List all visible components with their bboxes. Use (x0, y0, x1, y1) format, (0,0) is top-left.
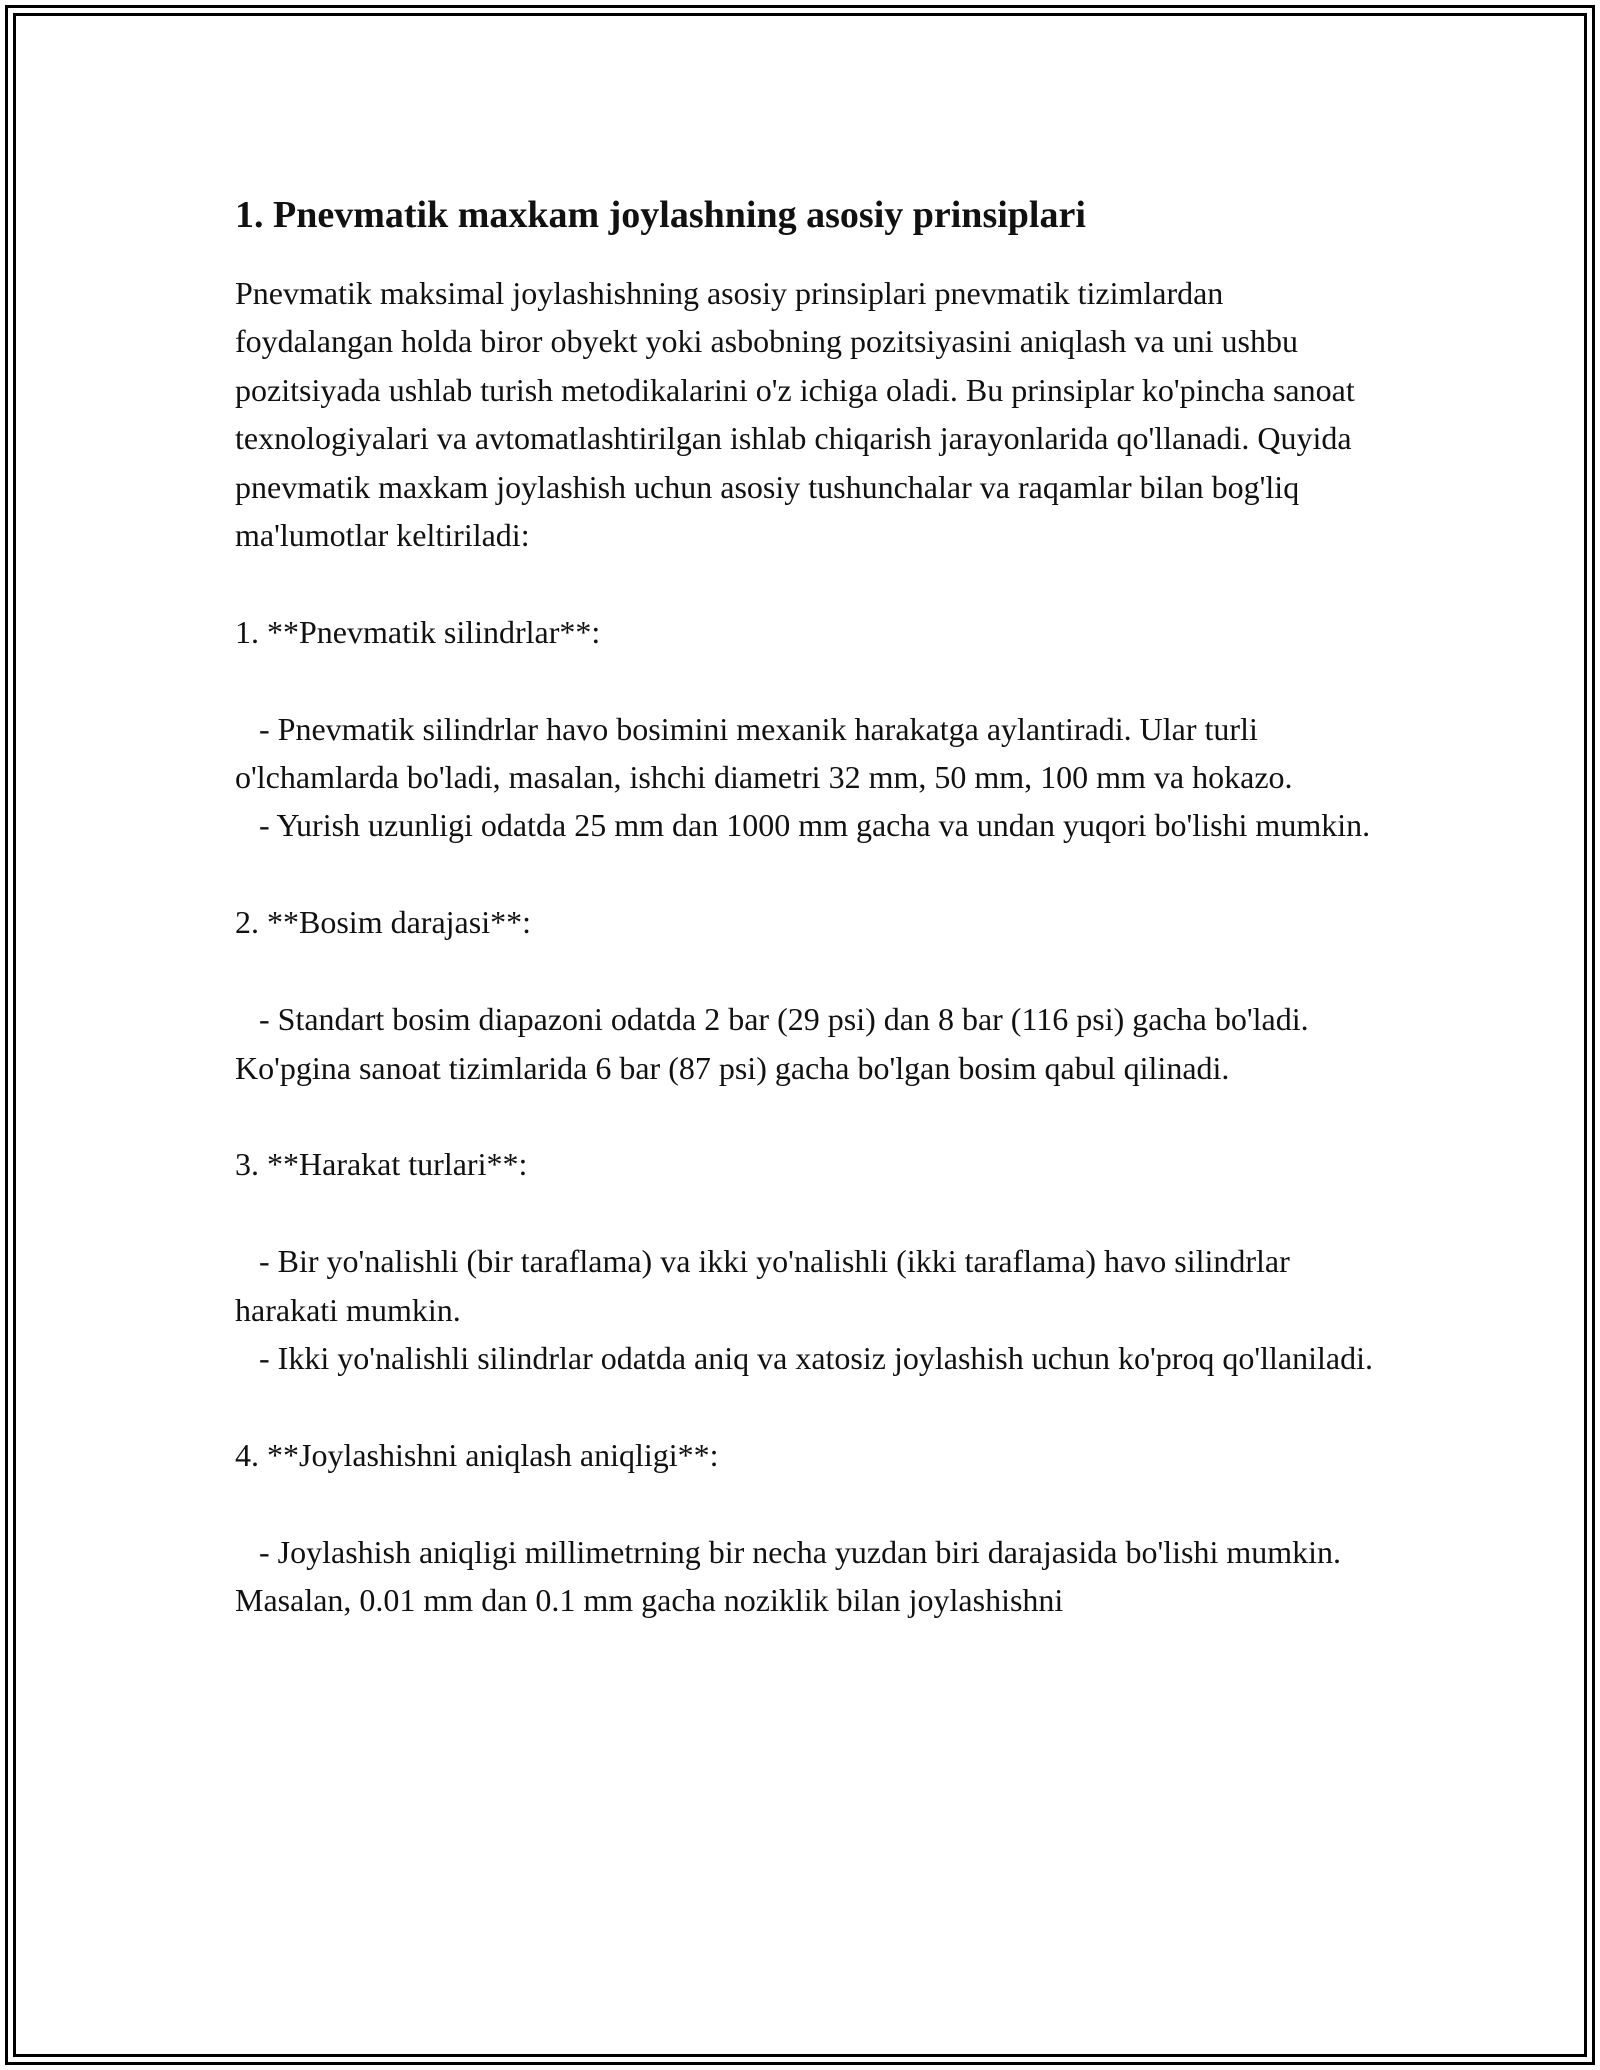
section-item: - Pnevmatik silindrlar havo bosimini mexanik harakatga aylantiradi. Ular turli o'lchamlarda bo'ladi, masalan, ishchi diametri 32 mm, 50 mm, 100 mm va hokazo. (235, 710, 1293, 796)
section-heading-pressure-level: 2. **Bosim darajasi**: (235, 904, 531, 941)
section-item: - Joylashish aniqligi millimetrning bir necha yuzdan biri darajasida bo'lishi mumkin. Masalan, 0.01 mm dan 0.1 mm gacha noziklik bilan joylashishni (235, 1533, 1350, 1618)
document-content (235, 185, 1375, 1624)
document-title: 1. Pnevmatik maxkam joylashning asosiy prinsiplari (235, 194, 1086, 236)
section-item: - Bir yo'nalishli (bir taraflama) va ikki yo'nalishli (ikki taraflama) havo silindrlar harakati mumkin. (235, 1243, 1298, 1328)
section-item: - Yurish uzunligi odatda 25 mm dan 1000 mm gacha va undan yuqori bo'lishi mumkin. (235, 807, 1371, 844)
section-heading-motion-types: 3. **Harakat turlari**: (235, 1146, 528, 1183)
intro-paragraph: Pnevmatik maksimal joylashishning asosiy prinsiplari pnevmatik tizimlardan foydalangan holda biror obyekt yoki asbobning pozitsiyasini aniqlash va uni ushbu pozitsiyada ushlab turish metodikalarini o'z ichiga oladi. Bu prinsiplar ko'pincha sanoat texnologiyalari va avtomatlashtirilgan ishlab chiqarish jarayonlarida qo'llanadi. Quyida pnevmatik maxkam joylashish uchun asosiy tushunchalar va raqamlar bilan bog'liq ma'lumotlar keltiriladi: (235, 275, 1363, 554)
section-item: - Ikki yo'nalishli silindrlar odatda aniq va xatosiz joylashish uchun ko'proq qo'llaniladi. (235, 1339, 1373, 1376)
section-heading-pneumatic-cylinders: 1. **Pnevmatik silindrlar**: (235, 613, 601, 650)
section-item: - Standart bosim diapazoni odatda 2 bar (29 psi) dan 8 bar (116 psi) gacha bo'ladi. Ko'pgina sanoat tizimlarida 6 bar (87 psi) gacha bo'lgan bosim qabul qilinadi. (235, 1001, 1317, 1086)
section-heading-positioning-accuracy: 4. **Joylashishni aniqlash aniqligi**: (235, 1436, 719, 1473)
document-body (235, 269, 1375, 1624)
